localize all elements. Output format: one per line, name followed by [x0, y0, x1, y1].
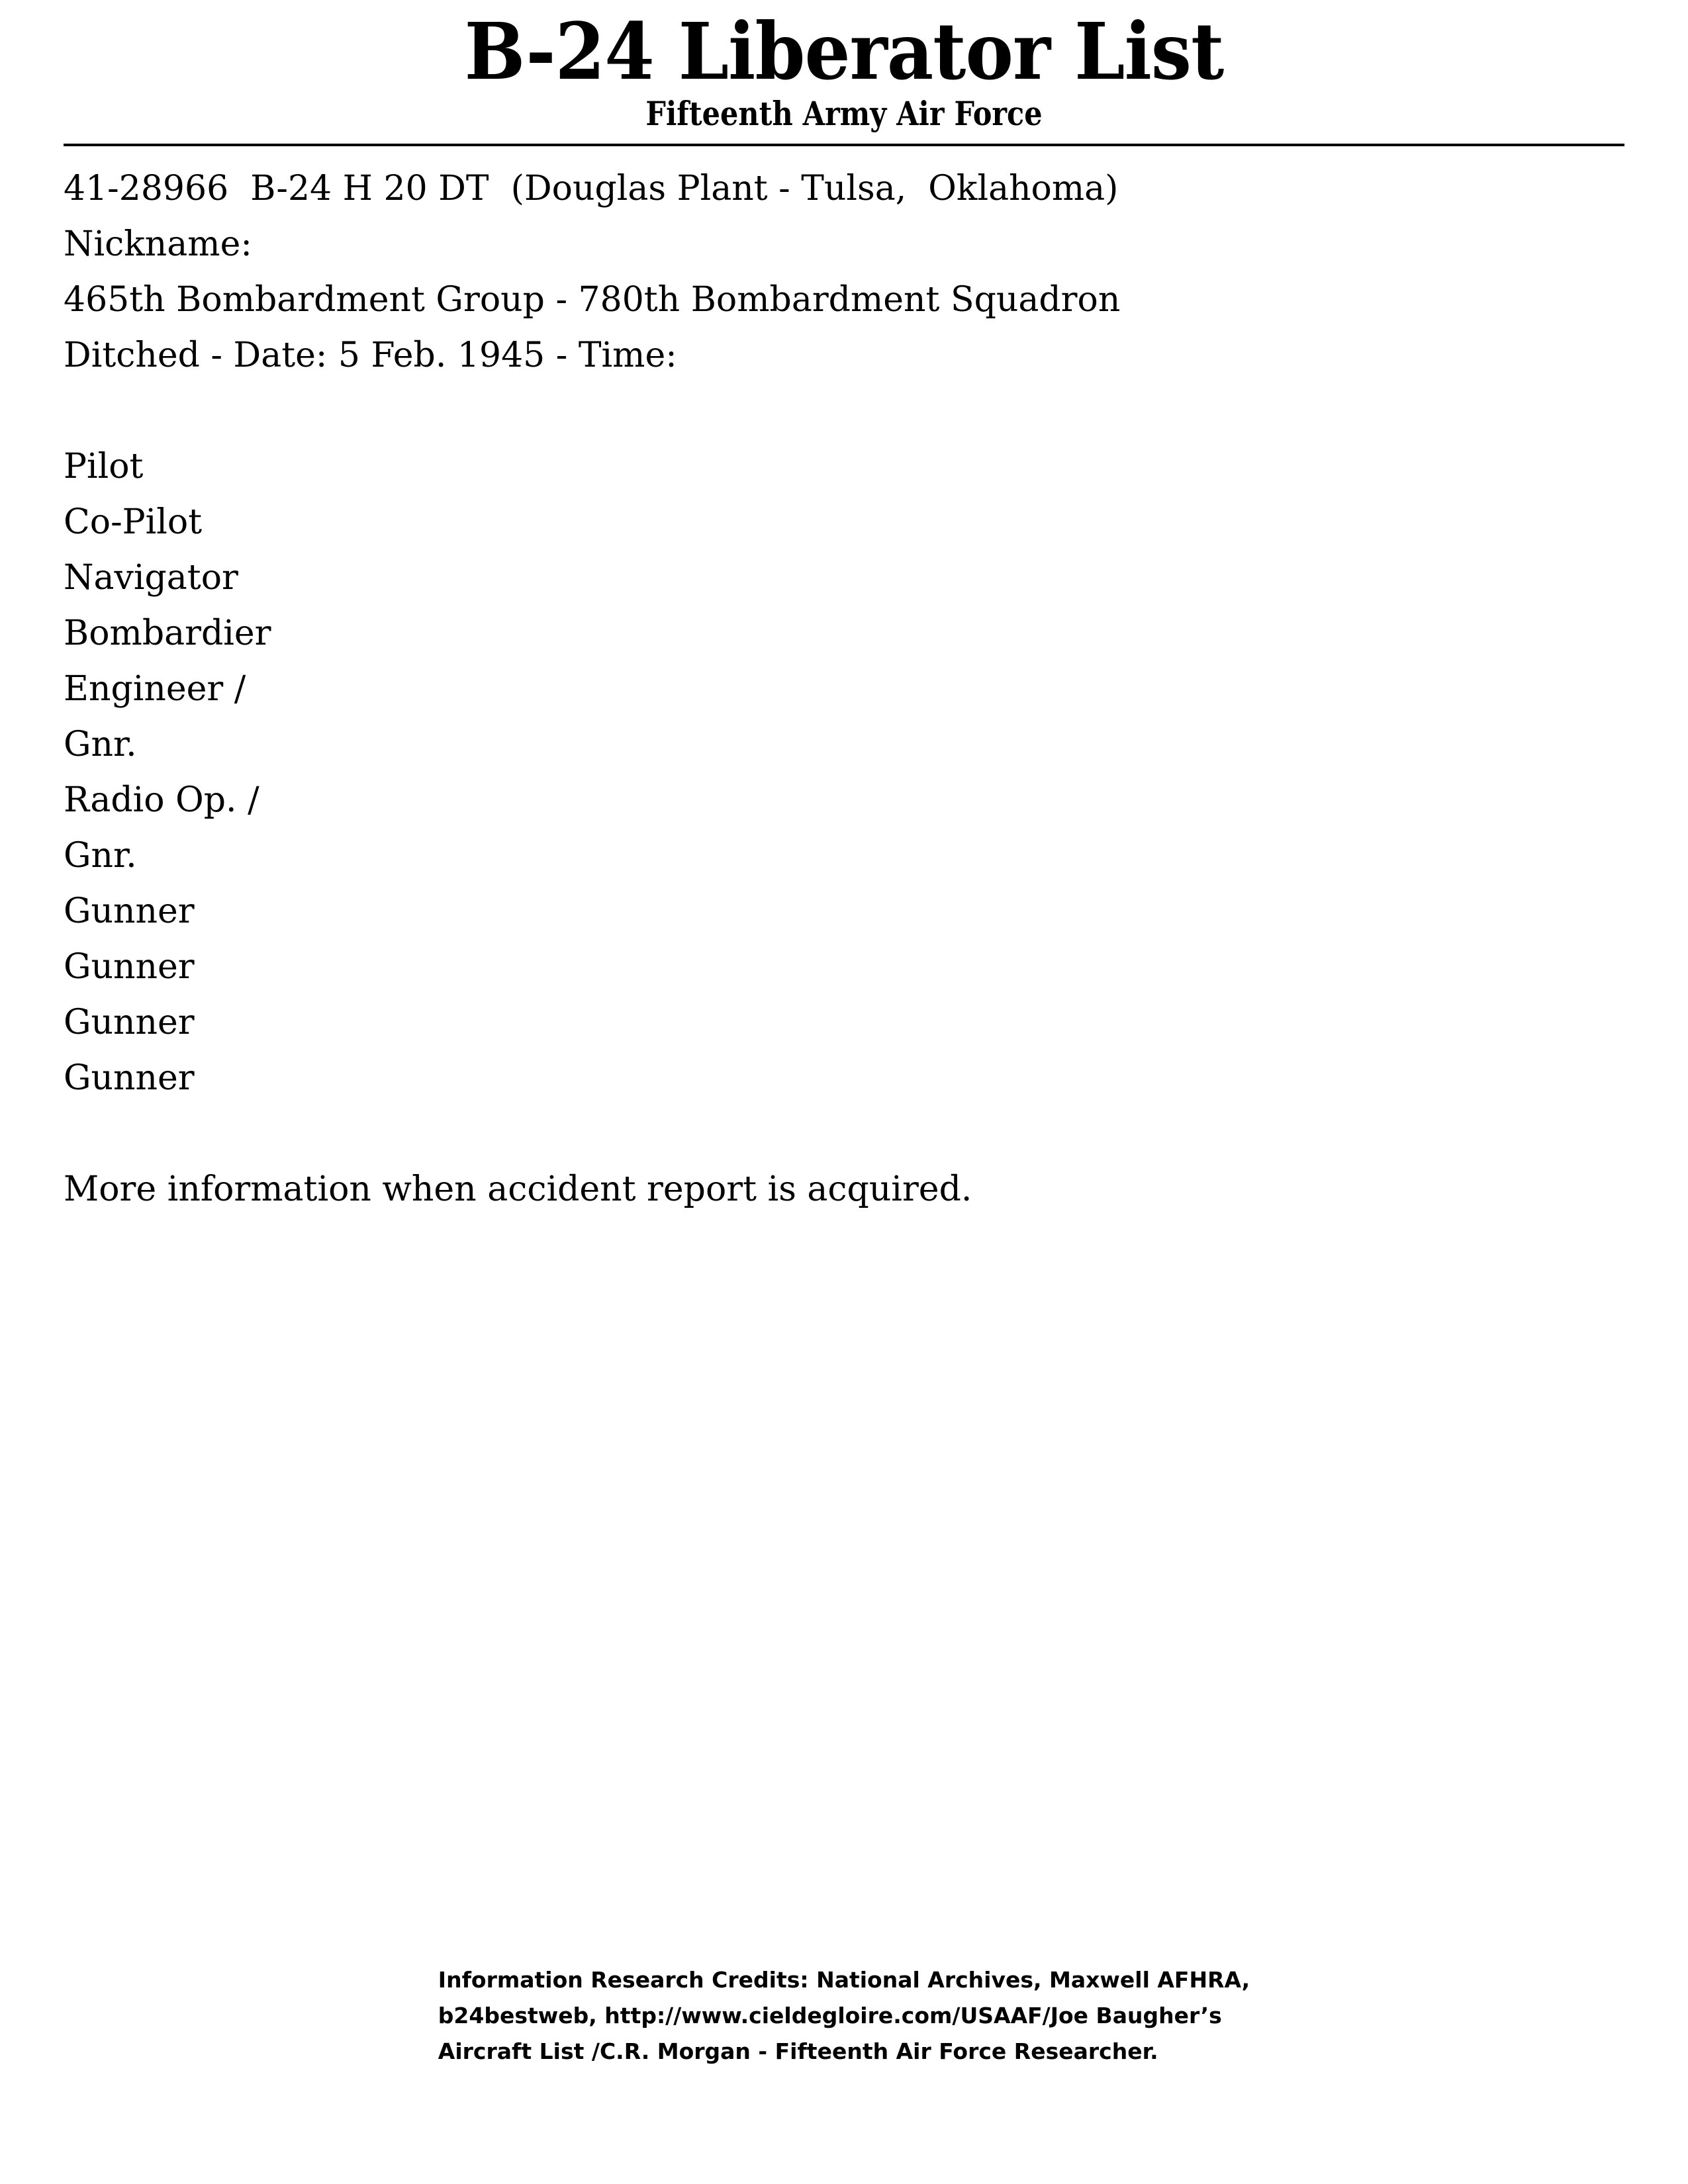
footer-credits: [0, 1962, 1688, 2070]
list-item: Gnr.: [64, 836, 137, 876]
list-item: Engineer /: [64, 669, 246, 709]
list-item: Gunner: [64, 947, 195, 987]
document-header: [0, 0, 1688, 132]
spacer: [64, 383, 1624, 439]
list-item: Gunner: [64, 1003, 195, 1043]
list-item: Pilot: [64, 447, 144, 487]
credits-text-block: [438, 1962, 1250, 2070]
status-note: More information when accident report is acquired.: [64, 1169, 972, 1210]
list-item: Gunner: [64, 1058, 195, 1099]
list-item: Navigator: [64, 558, 238, 598]
list-item: Co-Pilot: [64, 502, 203, 543]
document-body: [0, 146, 1688, 1217]
list-item: Gunner: [64, 891, 195, 932]
aircraft-serial-model: 41-28966 B-24 H 20 DT (Douglas Plant - Tulsa, Oklahoma): [64, 169, 1119, 209]
spacer: [64, 1106, 1624, 1161]
credits-line-2: b24bestweb, http://www.cieldegloire.com/USAAF/Joe Baugher’s: [438, 2003, 1222, 2028]
list-item: Gnr.: [64, 725, 137, 765]
crew-position-list: [64, 439, 1624, 1106]
aircraft-nickname-label: Nickname:: [64, 224, 252, 265]
page-subtitle: Fifteenth Army Air Force: [645, 94, 1043, 134]
list-item: Bombardier: [64, 614, 271, 654]
list-item: Radio Op. /: [64, 780, 259, 821]
aircraft-fate: Ditched - Date: 5 Feb. 1945 - Time:: [64, 336, 677, 376]
credits-line-1: Information Research Credits: National Archives, Maxwell AFHRA,: [438, 1967, 1250, 1993]
aircraft-unit: 465th Bombardment Group - 780th Bombardment Squadron: [64, 280, 1121, 320]
credits-line-3: Aircraft List /C.R. Morgan - Fifteenth Air Force Researcher.: [438, 2038, 1158, 2064]
page-title: B-24 Liberator List: [464, 5, 1224, 97]
